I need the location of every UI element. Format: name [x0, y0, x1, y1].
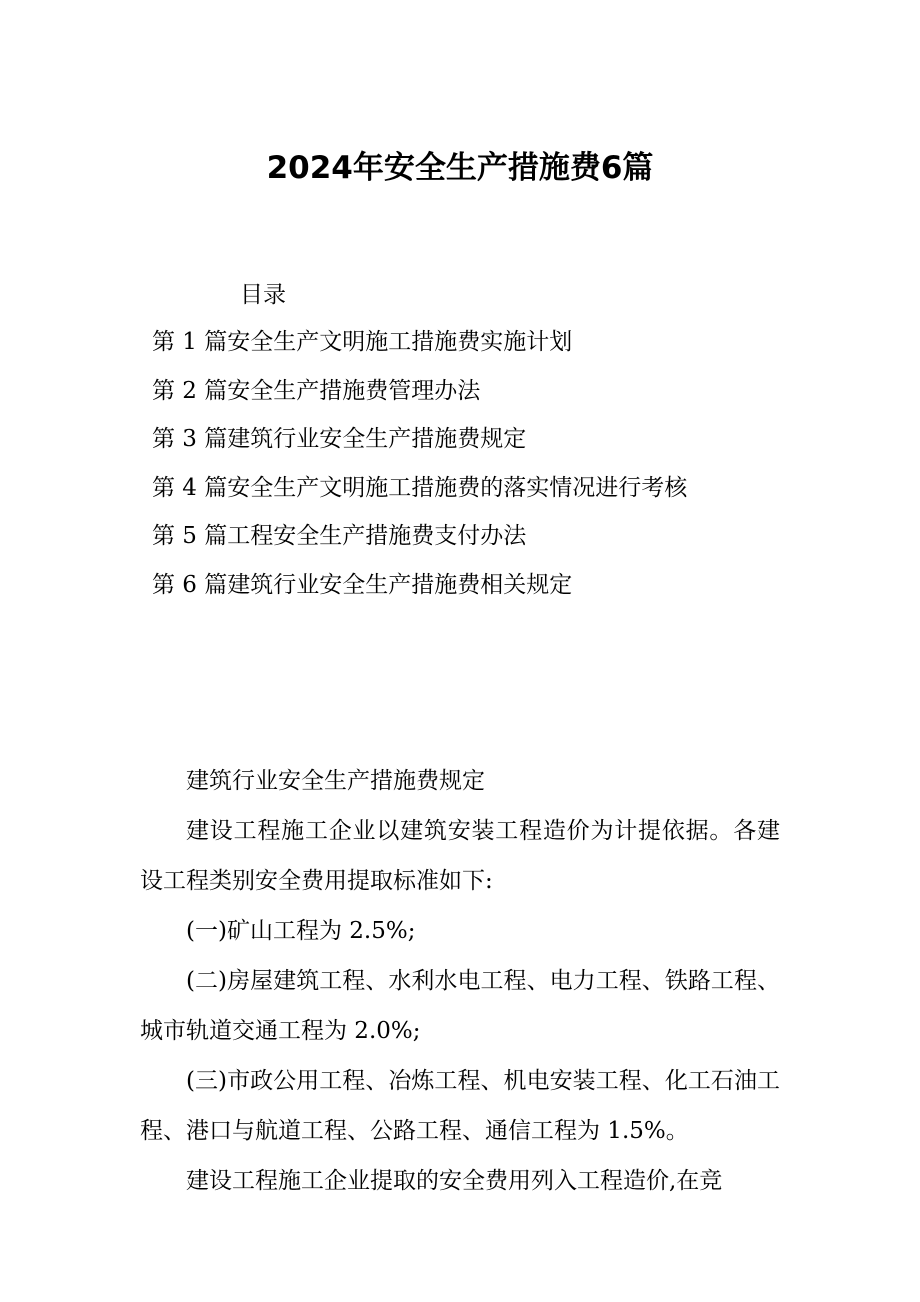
toc-item-4: 第 4 篇安全生产文明施工措施费的落实情况进行考核 [152, 474, 688, 501]
toc-item-3: 第 3 篇建筑行业安全生产措施费规定 [152, 426, 527, 452]
table-of-contents [152, 325, 687, 616]
paragraph-1: 建设工程施工企业以建筑安装工程造价为计提依据。各建设工程类别安全费用提取标准如下: [140, 818, 780, 894]
paragraph-5: 建设工程施工企业提取的安全费用列入工程造价,在竞 [186, 1168, 723, 1194]
document-title: 2024年安全生产措施费6篇 [266, 150, 654, 186]
toc-item-1: 第 1 篇安全生产文明施工措施费实施计划 [152, 329, 573, 355]
paragraph-2: (一)矿山工程为 2.5%; [186, 918, 416, 944]
section-heading: 建筑行业安全生产措施费规定 [186, 768, 485, 794]
document-body [140, 756, 780, 1206]
paragraph-3: (二)房屋建筑工程、水利水电工程、电力工程、铁路工程、城市轨道交通工程为 2.0%; [140, 968, 780, 1044]
toc-item-5: 第 5 篇工程安全生产措施费支付办法 [152, 523, 527, 549]
paragraph-4: (三)市政公用工程、冶炼工程、机电安装工程、化工石油工程、港口与航道工程、公路工程、通信工程为 1.5%。 [140, 1068, 780, 1144]
toc-heading: 目录 [240, 282, 286, 308]
toc-item-2: 第 2 篇安全生产措施费管理办法 [152, 377, 481, 404]
toc-item-6: 第 6 篇建筑行业安全生产措施费相关规定 [152, 571, 573, 598]
